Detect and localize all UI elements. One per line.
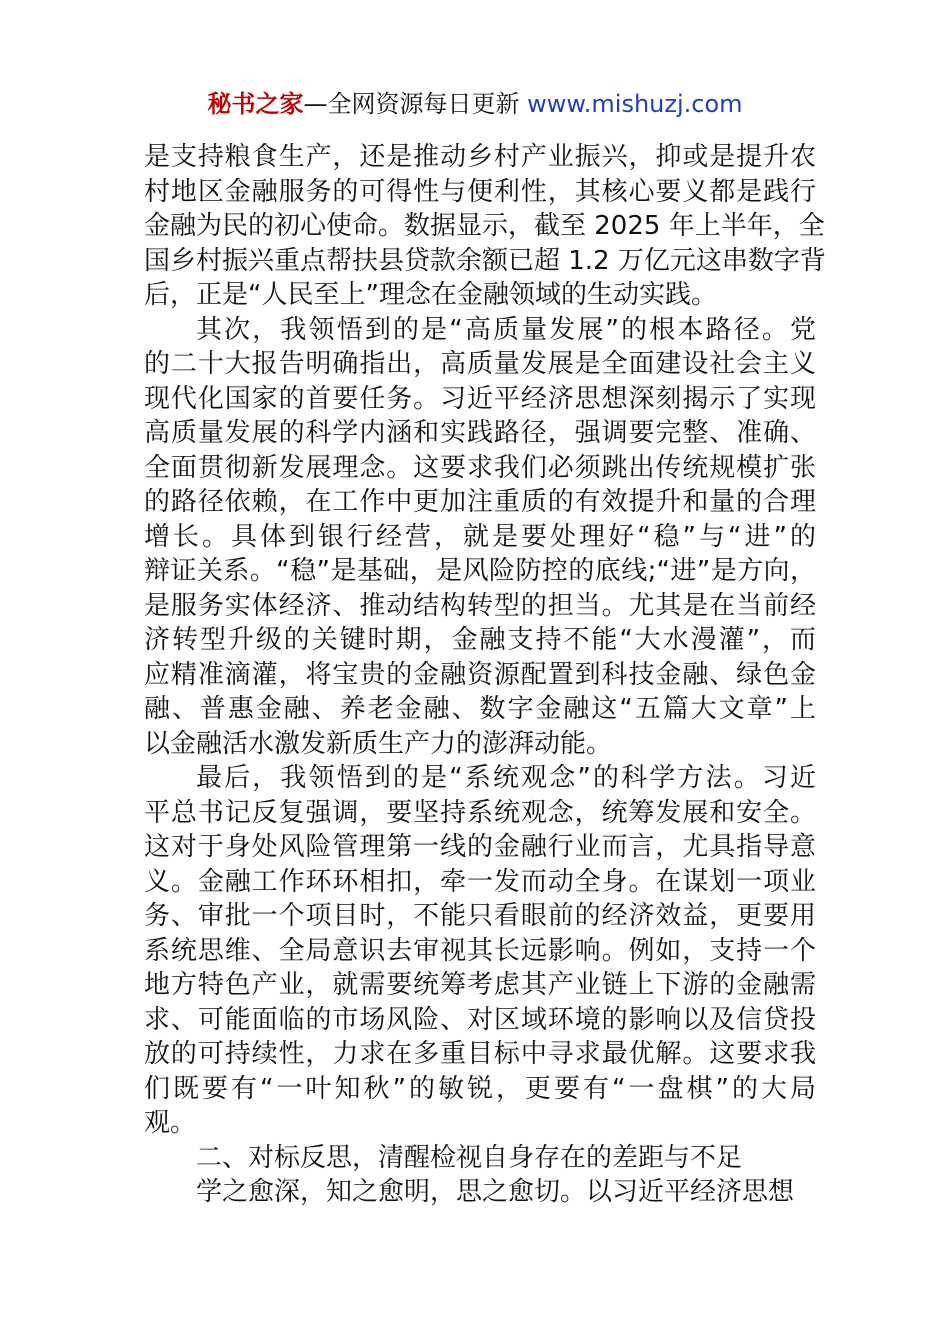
text-line: 地方特色产业，就需要统筹考虑其产业链上下游的金融需 bbox=[144, 970, 816, 1000]
text-line: 以金融活水激发新质生产力的澎湃动能。 bbox=[144, 728, 613, 759]
text-line: 是服务实体经济、推动结构转型的担当。尤其是在当前经 bbox=[144, 590, 816, 621]
paragraph-first-line: 最后，我领悟到的是“系统观念”的科学方法。习近 bbox=[196, 763, 816, 793]
text-line: 平总书记反复强调，要坚持系统观念，统筹发展和安全。 bbox=[144, 797, 816, 828]
text-line: 金融为民的初心使命。数据显示，截至 2025 年上半年，全 bbox=[144, 211, 825, 241]
brand-name: 秘书之家 bbox=[207, 90, 304, 118]
text-line: 求、可能面临的市场风险、对区域环境的影响以及信贷投 bbox=[144, 1004, 816, 1035]
text-line: 义。金融工作环环相扣，牵一发而动全身。在谋划一项业 bbox=[144, 866, 816, 897]
document-body bbox=[144, 140, 826, 1210]
text-line: 现代化国家的首要任务。习近平经济思想深刻揭示了实现 bbox=[144, 383, 816, 414]
paragraph-first-line: 其次，我领悟到的是“高质量发展”的根本路径。党 bbox=[196, 314, 816, 345]
text-line: 应精准滴灌，将宝贵的金融资源配置到科技金融、绿色金 bbox=[144, 659, 816, 690]
text-line: 村地区金融服务的可得性与便利性，其核心要义都是践行 bbox=[144, 176, 816, 207]
paragraph-first-line: 学之愈深，知之愈明，思之愈切。以习近平经济思想 bbox=[196, 1177, 795, 1207]
header-tagline: —全网资源每日更新 bbox=[303, 90, 520, 118]
text-line: 辩证关系。“稳”是基础，是风险防控的底线;“进”是方向， bbox=[144, 556, 816, 586]
text-line: 济转型升级的关键时期，金融支持不能“大水漫灌”，而 bbox=[144, 625, 816, 655]
text-line: 系统思维、全局意识去审视其长远影响。例如，支持一个 bbox=[144, 935, 816, 966]
text-line: 观。 bbox=[144, 1108, 197, 1138]
page-header bbox=[0, 86, 950, 122]
text-line: 务、审批一个项目时，不能只看眼前的经济效益，更要用 bbox=[144, 901, 816, 931]
text-line: 增长。具体到银行经营，就是要处理好“稳”与“进”的 bbox=[144, 521, 816, 552]
text-line: 高质量发展的科学内涵和实践路径，强调要完整、准确、 bbox=[144, 418, 816, 448]
text-line: 是支持粮食生产，还是推动乡村产业振兴，抑或是提升农 bbox=[144, 142, 816, 172]
text-line: 放的可持续性，力求在多重目标中寻求最优解。这要求我 bbox=[144, 1039, 816, 1069]
text-line: 们既要有“一叶知秋”的敏锐，更要有“一盘棋”的大局 bbox=[144, 1073, 816, 1104]
text-line: 的二十大报告明确指出，高质量发展是全面建设社会主义 bbox=[144, 349, 816, 379]
text-line: 国乡村振兴重点帮扶县贷款余额已超 1.2 万亿元这串数字背 bbox=[144, 245, 826, 276]
text-line: 全面贯彻新发展理念。这要求我们必须跳出传统规模扩张 bbox=[144, 452, 816, 483]
text-line: 后，正是“人民至上”理念在金融领域的生动实践。 bbox=[144, 280, 717, 310]
text-line: 这对于身处风险管理第一线的金融行业而言，尤具指导意 bbox=[144, 832, 816, 862]
text-line: 的路径依赖，在工作中更加注重质的有效提升和量的合理 bbox=[144, 487, 816, 517]
text-line: 融、普惠金融、养老金融、数字金融这“五篇大文章”上 bbox=[144, 694, 816, 724]
section-heading: 二、对标反思，清醒检视自身存在的差距与不足 bbox=[196, 1142, 743, 1173]
site-url-link[interactable]: www.mishuzj.com bbox=[527, 90, 743, 118]
